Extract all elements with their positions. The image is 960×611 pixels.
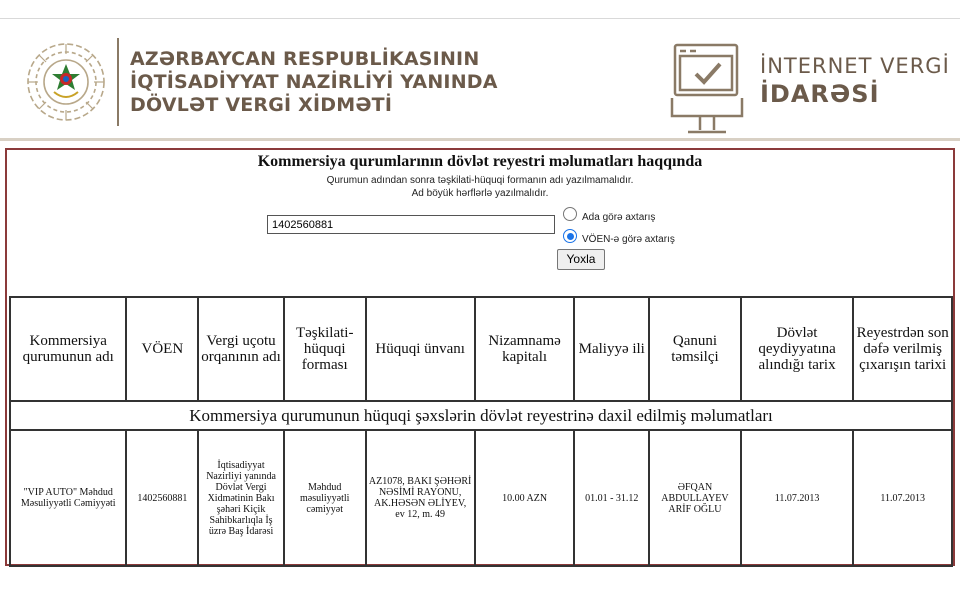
- cell-legal-address: AZ1078, BAKI ŞƏHƏRİ NƏSİMİ RAYONU, AK.HƏSƏN ƏLİYEV, ev 12, m. 49: [366, 430, 475, 566]
- portal-name: [760, 52, 950, 108]
- cell-fiscal-year: 01.01 - 31.12: [574, 430, 649, 566]
- registry-search-panel: [5, 148, 955, 566]
- registry-results-table: [9, 296, 953, 567]
- col-header-last-extract-date: Reyestrdən son dəfə verilmiş çıxarışın tarixi: [853, 297, 952, 401]
- table-header-row: [10, 297, 952, 401]
- cell-tax-authority: İqtisadiyyat Nazirliyi yanında Dövlət Vergi Xidmətinin Bakı şəhəri Kiçik Sahibkarlıqla İş üzrə Baş İdarəsi: [198, 430, 284, 566]
- search-by-voen-radio[interactable]: [563, 229, 577, 243]
- table-row: [10, 430, 952, 566]
- cell-last-extract-date: 11.07.2013: [853, 430, 952, 566]
- state-emblem-icon: [24, 40, 108, 124]
- header-bottom-bar: [0, 138, 960, 141]
- table-caption: Kommersiya qurumunun hüquqi şəxslərin dövlət reyestrinə daxil edilmiş məlumatları: [10, 401, 952, 430]
- cell-company-name: "VIP AUTO" Məhdud Məsuliyyətli Cəmiyyəti: [10, 430, 126, 566]
- col-header-charter-capital: Nizamnamə kapitalı: [475, 297, 575, 401]
- site-header: [0, 20, 960, 140]
- col-header-fiscal-year: Maliyyə ili: [574, 297, 649, 401]
- organization-name: [130, 48, 498, 117]
- col-header-registration-date: Dövlət qeydiyyatına alındığı tarix: [741, 297, 854, 401]
- search-by-name-label[interactable]: Ada görə axtarış: [582, 212, 656, 223]
- top-divider: [0, 18, 960, 19]
- check-button[interactable]: Yoxla: [557, 249, 605, 270]
- computer-checkmark-icon: [670, 42, 744, 142]
- org-line-3: DÖVLƏT VERGİ XİDMƏTİ: [130, 94, 393, 116]
- col-header-legal-form: Təşkilati-hüquqi forması: [284, 297, 366, 401]
- header-separator: [117, 38, 119, 126]
- col-header-tax-authority: Vergi uçotu orqanının adı: [198, 297, 284, 401]
- org-line-1: AZƏRBAYCAN RESPUBLİKASININ: [130, 48, 480, 70]
- col-header-legal-representative: Qanuni təmsilçi: [649, 297, 741, 401]
- cell-voen: 1402560881: [126, 430, 198, 566]
- org-line-2: İQTİSADİYYAT NAZİRLİYİ YANINDA: [130, 71, 498, 93]
- col-header-voen: VÖEN: [126, 297, 198, 401]
- cell-legal-form: Məhdud məsuliyyətli cəmiyyət: [284, 430, 366, 566]
- form-title: Kommersiya qurumlarının dövlət reyestri məlumatları haqqında: [257, 153, 703, 170]
- cell-charter-capital: 10.00 AZN: [475, 430, 575, 566]
- form-hint-1: Qurumun adından sonra təşkilati-hüquqi formanın adı yazılmamalıdır.: [326, 175, 634, 186]
- form-hint-2: Ad böyük hərflərlə yazılmalıdır.: [411, 188, 549, 199]
- cell-registration-date: 11.07.2013: [741, 430, 854, 566]
- search-by-voen-label[interactable]: VÖEN-ə görə axtarış: [582, 234, 675, 245]
- search-by-name-radio[interactable]: [563, 207, 577, 221]
- portal-line-1: İNTERNET VERGİ: [760, 54, 950, 78]
- col-header-legal-address: Hüquqi ünvanı: [366, 297, 475, 401]
- search-input[interactable]: [267, 215, 555, 234]
- portal-line-2: İDARƏSİ: [760, 80, 880, 108]
- col-header-company-name: Kommersiya qurumunun adı: [10, 297, 126, 401]
- cell-legal-representative: ƏFQAN ABDULLAYEV ARİF OĞLU: [649, 430, 741, 566]
